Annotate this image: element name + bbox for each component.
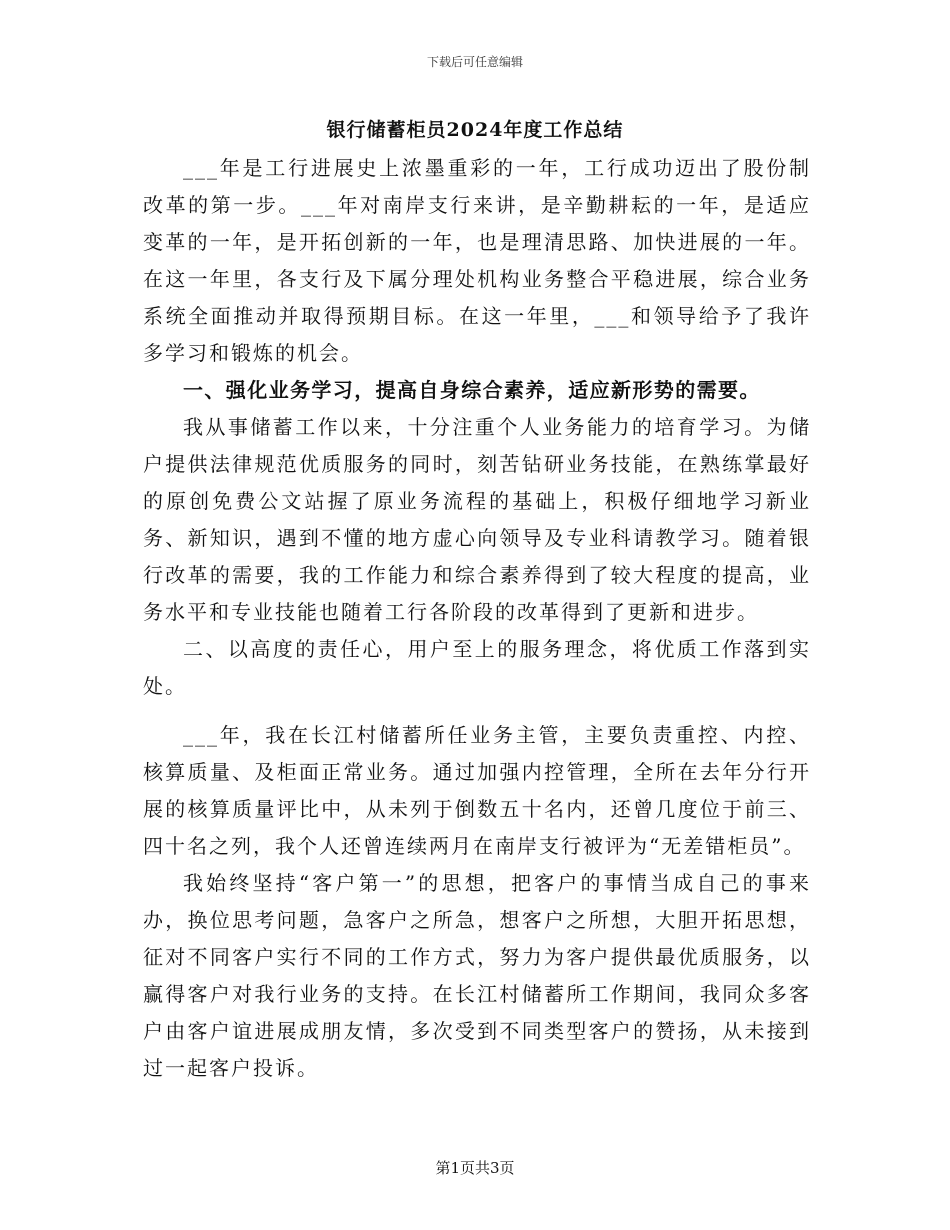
document-body	[143, 150, 811, 1087]
body-paragraph: 我始终坚持“客户第一”的思想，把客户的事情当成自己的事来办，换位思考问题，急客户之所急，想客户之所想，大胆开拓思想，征对不同客户实行不同的工作方式，努力为客户提供最优质服务，以赢得客户对我行业务的支持。在长江村储蓄所工作期间，我同众多客户由客户谊进展成朋友情，多次受到不同类型客户的赞扬，从未接到过一起客户投诉。	[143, 871, 811, 1080]
body-paragraph: 我从事储蓄工作以来，十分注重个人业务能力的培育学习。为储户提供法律规范优质服务的同时，刻苦钻研业务技能，在熟练掌最好的原创免费公文站握了原业务流程的基础上，积极仔细地学习新业务、新知识，遇到不懂的地方虚心向领导及专业科请教学习。随着银行改革的需要，我的工作能力和综合素养得到了较大程度的提高，业务水平和专业技能也随着工行各阶段的改革得到了更新和进步。	[143, 415, 811, 624]
header-note: 下载后可任意编辑	[426, 55, 523, 69]
body-paragraph: ___年，我在长江村储蓄所任业务主管，主要负责重控、内控、核算质量、及柜面正常业务。通过加强内控管理，全所在去年分行开展的核算质量评比中，从未列于倒数五十名内，还曾几度位于前三、四十名之列，我个人还曾连续两月在南岸支行被评为“无差错柜员”。	[143, 723, 811, 858]
section-heading-2: 二、以高度的责任心，用户至上的服务理念，将优质工作落到实处。	[143, 637, 811, 698]
section-heading-1: 一、强化业务学习，提高自身综合素养，适应新形势的需要。	[183, 378, 761, 402]
intro-paragraph: ___年是工行进展史上浓墨重彩的一年，工行成功迈出了股份制改革的第一步。___年对南岸支行来讲，是辛勤耕耘的一年，是适应变革的一年，是开拓创新的一年，也是理清思路、加快进展的一年。在这一年里，各支行及下属分理处机构业务整合平稳进展，综合业务系统全面推动并取得预期目标。在这一年里，___和领导给予了我许多学习和锻炼的机会。	[143, 156, 811, 365]
page-footer: 第1页共3页	[435, 1159, 515, 1177]
document-title: 银行储蓄柜员2024年度工作总结	[326, 119, 624, 141]
